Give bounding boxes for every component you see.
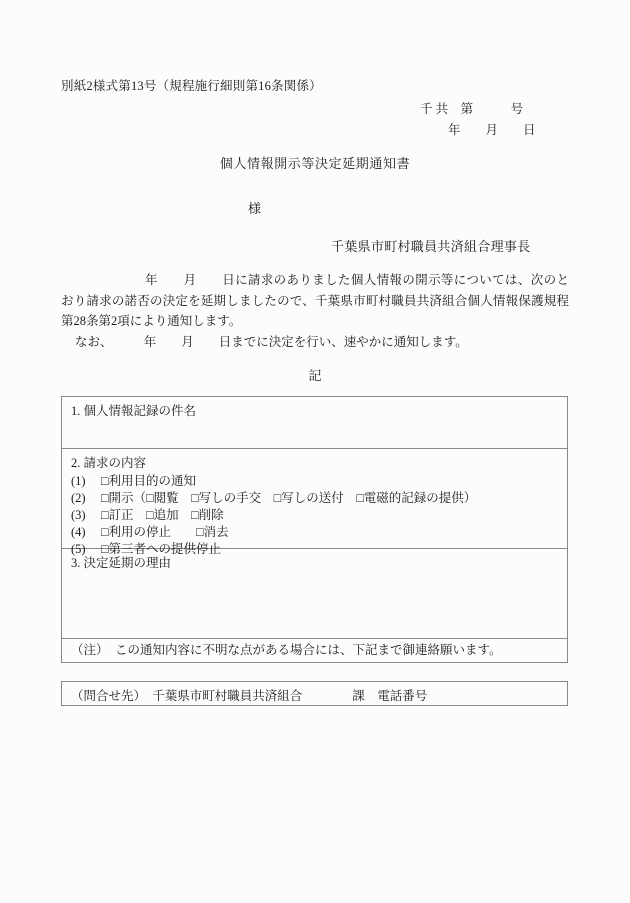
item-label: □開示（□閲覧 □写しの手交 □写しの送付 □電磁的記録の提供） bbox=[101, 490, 477, 505]
section-1-heading: 1. 個人情報記録の件名 bbox=[71, 404, 197, 418]
ki-mark: 記 bbox=[308, 368, 322, 383]
item-label: □利用目的の通知 bbox=[101, 473, 197, 488]
addressee-honorific: 様 bbox=[248, 201, 262, 216]
issuer-name: 千葉県市町村職員共済組合理事長 bbox=[331, 239, 531, 254]
item-number: (3) bbox=[71, 507, 86, 522]
section-2-heading: 2. 請求の内容 bbox=[71, 456, 147, 470]
item-label: □利用の停止 □消去 bbox=[101, 525, 229, 540]
table-row-postponement-reason bbox=[62, 549, 567, 639]
item-label: □訂正 □追加 □削除 bbox=[101, 507, 224, 522]
document-date: 年 月 日 bbox=[448, 123, 536, 137]
item-label: □第三者への提供停止 bbox=[101, 542, 222, 557]
list-item[interactable] bbox=[71, 524, 567, 541]
table-row-request-content bbox=[62, 449, 567, 557]
section-3-heading: 3. 決定延期の理由 bbox=[71, 556, 172, 570]
note-line bbox=[71, 642, 567, 660]
item-number: (1) bbox=[71, 473, 86, 488]
request-checkbox-list bbox=[71, 473, 567, 559]
list-item[interactable] bbox=[71, 490, 567, 507]
body-text bbox=[61, 270, 569, 352]
page-title: 個人情報開示等決定延期通知書 bbox=[219, 156, 411, 171]
item-number: (2) bbox=[71, 490, 86, 505]
list-item[interactable] bbox=[71, 507, 567, 524]
form-number: 別紙2様式第13号（規程施行細則第16条関係） bbox=[61, 79, 322, 93]
contact-box: （問合せ先） 千葉県市町村職員共済組合 課 電話番号 bbox=[61, 681, 568, 706]
document-reference-number: 千 共 第 号 bbox=[420, 102, 524, 116]
table-row-note bbox=[62, 639, 567, 663]
item-number: (5) bbox=[71, 542, 86, 557]
note-label: （注） bbox=[71, 643, 109, 657]
table-row-record-name bbox=[62, 397, 567, 449]
body-paragraph-2: なお、 年 月 日までに決定を行い、速やかに通知します。 bbox=[75, 334, 468, 349]
note-body: この通知内容に不明な点がある場合には、下記まで御連絡願います。 bbox=[115, 643, 502, 657]
list-item[interactable] bbox=[71, 473, 567, 490]
form-table bbox=[61, 396, 568, 663]
item-number: (4) bbox=[71, 525, 86, 540]
body-paragraph-1: 年 月 日に請求のありました個人情報の開示等については、次のとおり請求の諾否の決定を延期しましたので、千葉県市町村職員共済組合個人情報保護規程第28条第2項により通知します。 bbox=[61, 273, 569, 328]
